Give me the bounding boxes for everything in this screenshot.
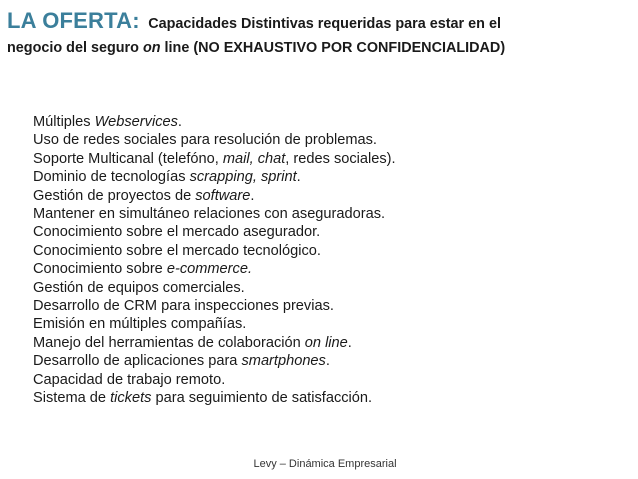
list-item-italic: on line — [304, 334, 348, 351]
list-item — [33, 150, 396, 168]
list-item-italic: software — [195, 187, 251, 204]
list-item-italic: tickets — [110, 390, 152, 407]
list-item — [33, 297, 396, 315]
list-item-text: Conocimiento sobre el mercado tecnológico. — [33, 242, 321, 259]
list-item-text: , redes sociales). — [285, 150, 396, 167]
list-item-text: Desarrollo de aplicaciones para — [33, 353, 242, 370]
list-item-text: Gestión de equipos comerciales. — [33, 279, 245, 296]
list-item — [33, 205, 396, 223]
title-line-1 — [7, 8, 631, 37]
slide-title — [7, 8, 631, 59]
list-item-text: Mantener en simultáneo relaciones con aseguradoras. — [33, 206, 386, 223]
list-item — [33, 168, 396, 186]
list-item-text: Gestión de proyectos de — [33, 187, 196, 204]
list-item-text: Dominio de tecnologías — [33, 169, 190, 186]
title-line-2 — [7, 37, 631, 59]
slide-footer: Levy – Dinámica Empresarial — [253, 458, 397, 470]
list-item-italic: e-commerce. — [166, 261, 253, 278]
list-item — [33, 389, 396, 407]
list-item — [33, 242, 396, 260]
list-item-text: para seguimiento de satisfacción. — [151, 390, 373, 407]
list-item — [33, 223, 396, 241]
list-item — [33, 371, 396, 389]
list-item — [33, 279, 396, 297]
list-item-italic: smartphones — [241, 353, 326, 370]
list-item — [33, 187, 396, 205]
list-item-text: Emisión en múltiples compañías. — [33, 316, 247, 333]
list-item — [33, 131, 396, 149]
list-item-text: Múltiples — [33, 114, 95, 130]
list-item-italic: scrapping, sprint — [189, 169, 297, 186]
list-item-italic: Webservices — [94, 114, 178, 130]
list-item-text: Capacidad de trabajo remoto. — [33, 371, 226, 388]
list-item — [33, 113, 396, 131]
title-subtitle: Capacidades Distintivas requeridas para estar en el — [148, 16, 501, 32]
list-item — [33, 315, 396, 333]
list-item-text: Uso de redes sociales para resolución de problemas. — [33, 132, 377, 149]
list-item-text: . — [177, 114, 182, 130]
title-main: LA OFERTA: — [7, 8, 140, 33]
title-line2-after: line (NO EXHAUSTIVO POR CONFIDENCIALIDAD) — [160, 40, 506, 56]
list-item-text: Desarrollo de CRM para inspecciones previas. — [33, 298, 334, 315]
title-line2-italic: on — [142, 40, 161, 56]
list-item-text: . — [250, 187, 255, 204]
list-item-text: . — [296, 169, 301, 186]
list-item-text: Conocimiento sobre el mercado asegurador. — [33, 224, 321, 241]
list-item-text: Sistema de — [33, 390, 111, 407]
capabilities-list — [33, 113, 396, 408]
list-item-text: Conocimiento sobre — [33, 261, 167, 278]
list-item-text: Soporte Multicanal (telefóno, — [33, 150, 223, 167]
list-item-text: Manejo del herramientas de colaboración — [33, 334, 305, 351]
list-item-text: . — [325, 353, 330, 370]
title-line2-before: negocio del seguro — [7, 40, 143, 56]
list-item — [33, 352, 396, 370]
list-item — [33, 260, 396, 278]
list-item-text: . — [347, 334, 352, 351]
list-item — [33, 334, 396, 352]
list-item-italic: mail, chat — [222, 150, 286, 167]
